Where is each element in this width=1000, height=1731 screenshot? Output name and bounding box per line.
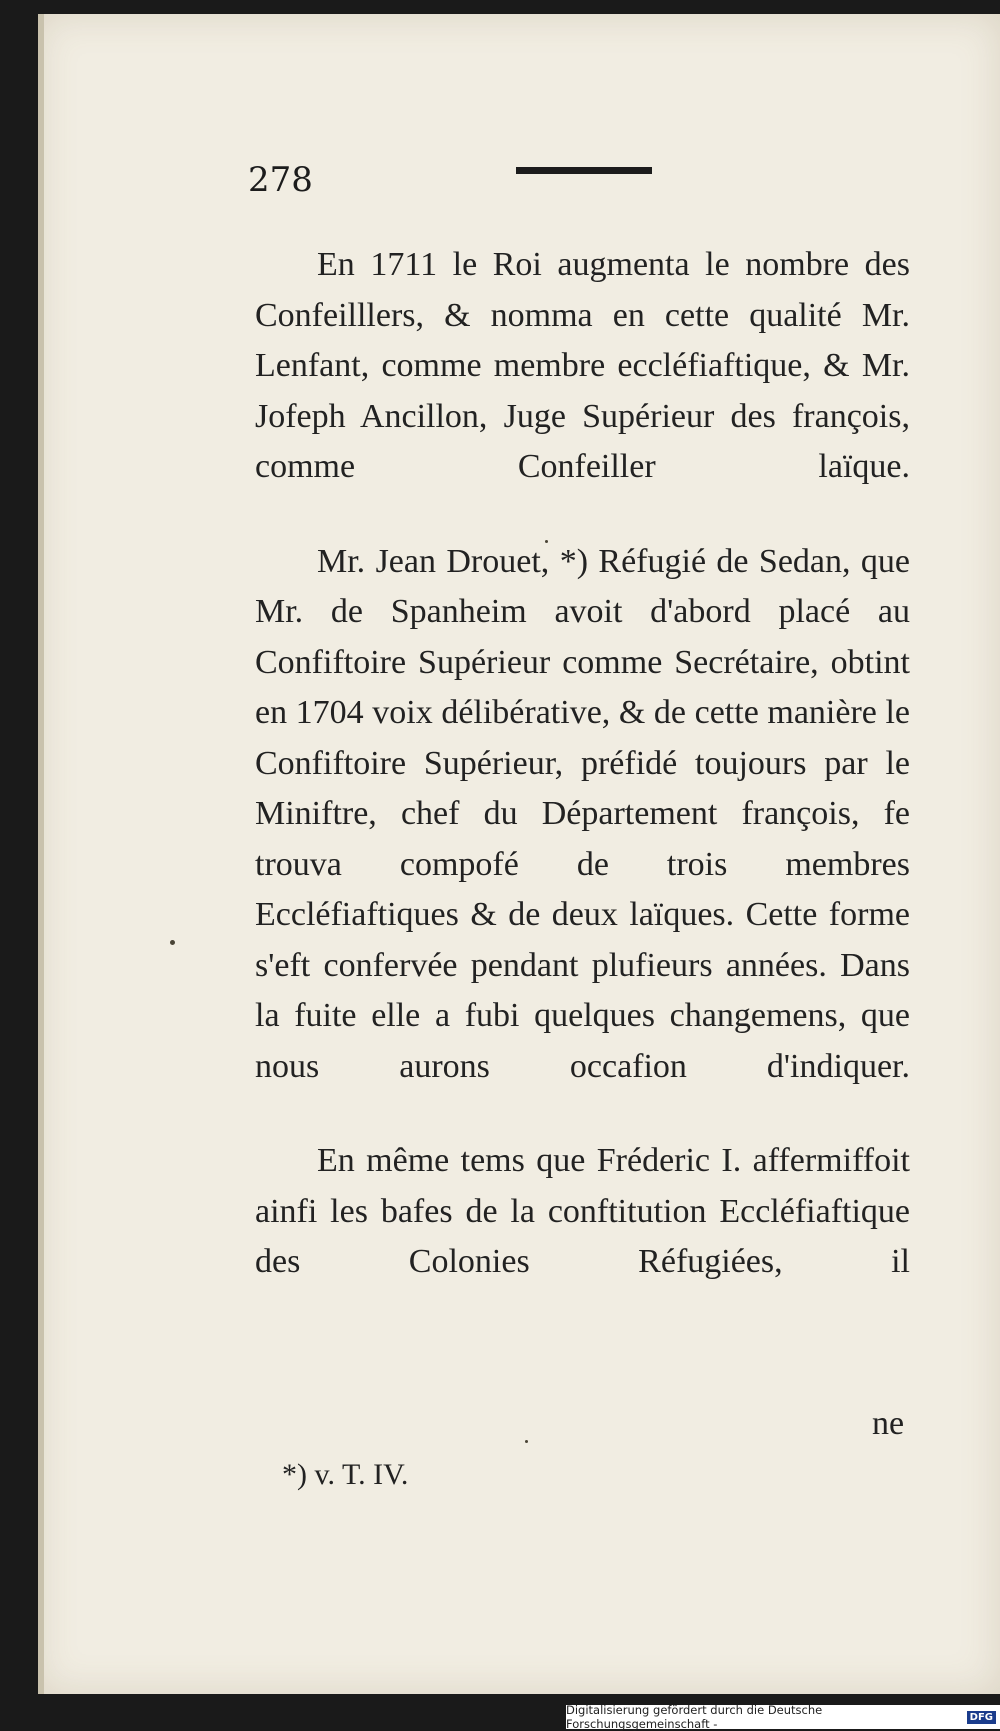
page-number: 278 [248, 160, 313, 200]
footnote: *) v. T. IV. [282, 1458, 409, 1491]
page-edge [38, 14, 44, 1694]
paper-speck [525, 1440, 528, 1443]
paper-speck [545, 540, 548, 543]
paragraph-2: Mr. Jean Drouet, *) Réfugié de Sedan, que Mr. de Spanheim avoit d'abord placé au Confiftoire Supérieur comme Secrétaire, obtint en 1704 voix délibérative, & de cette manière le Confiftoire Supérieur, préfidé toujours par le Miniftre, chef du Département françois, fe trouva compofé de trois membres Eccléfiaftiques & de deux laïques. Cette forme s'eft confervée pendant plufieurs années. Dans la fuite elle a fubi quelques changemens, que nous aurons occafion d'indiquer. [255, 542, 910, 1085]
digitization-credit: Digitalisierung gefördert durch die Deutsche Forschungsgemeinschaft - [566, 1703, 823, 1731]
paragraph-3: En même tems que Fréderic I. affermiffoit ainfi les bafes de la conftitution Eccléfiaftique des Colonies Réfugiées, il [255, 1142, 910, 1280]
paragraph-1: En 1711 le Roi augmenta le nombre des Confeilllers, & nomma en cette qualité Mr. Lenfant, comme membre eccléfiaftique, & Mr. Jofeph Ancillon, Juge Supérieur des françois, comme Confeiller laïque. [255, 246, 910, 485]
digitization-credit-bar [566, 1705, 1000, 1729]
paper-speck [170, 940, 175, 945]
dfg-logo: DFG [967, 1711, 996, 1724]
header-ornament-rule [516, 167, 652, 174]
body-text [255, 240, 910, 1332]
catchword: ne [872, 1405, 905, 1442]
